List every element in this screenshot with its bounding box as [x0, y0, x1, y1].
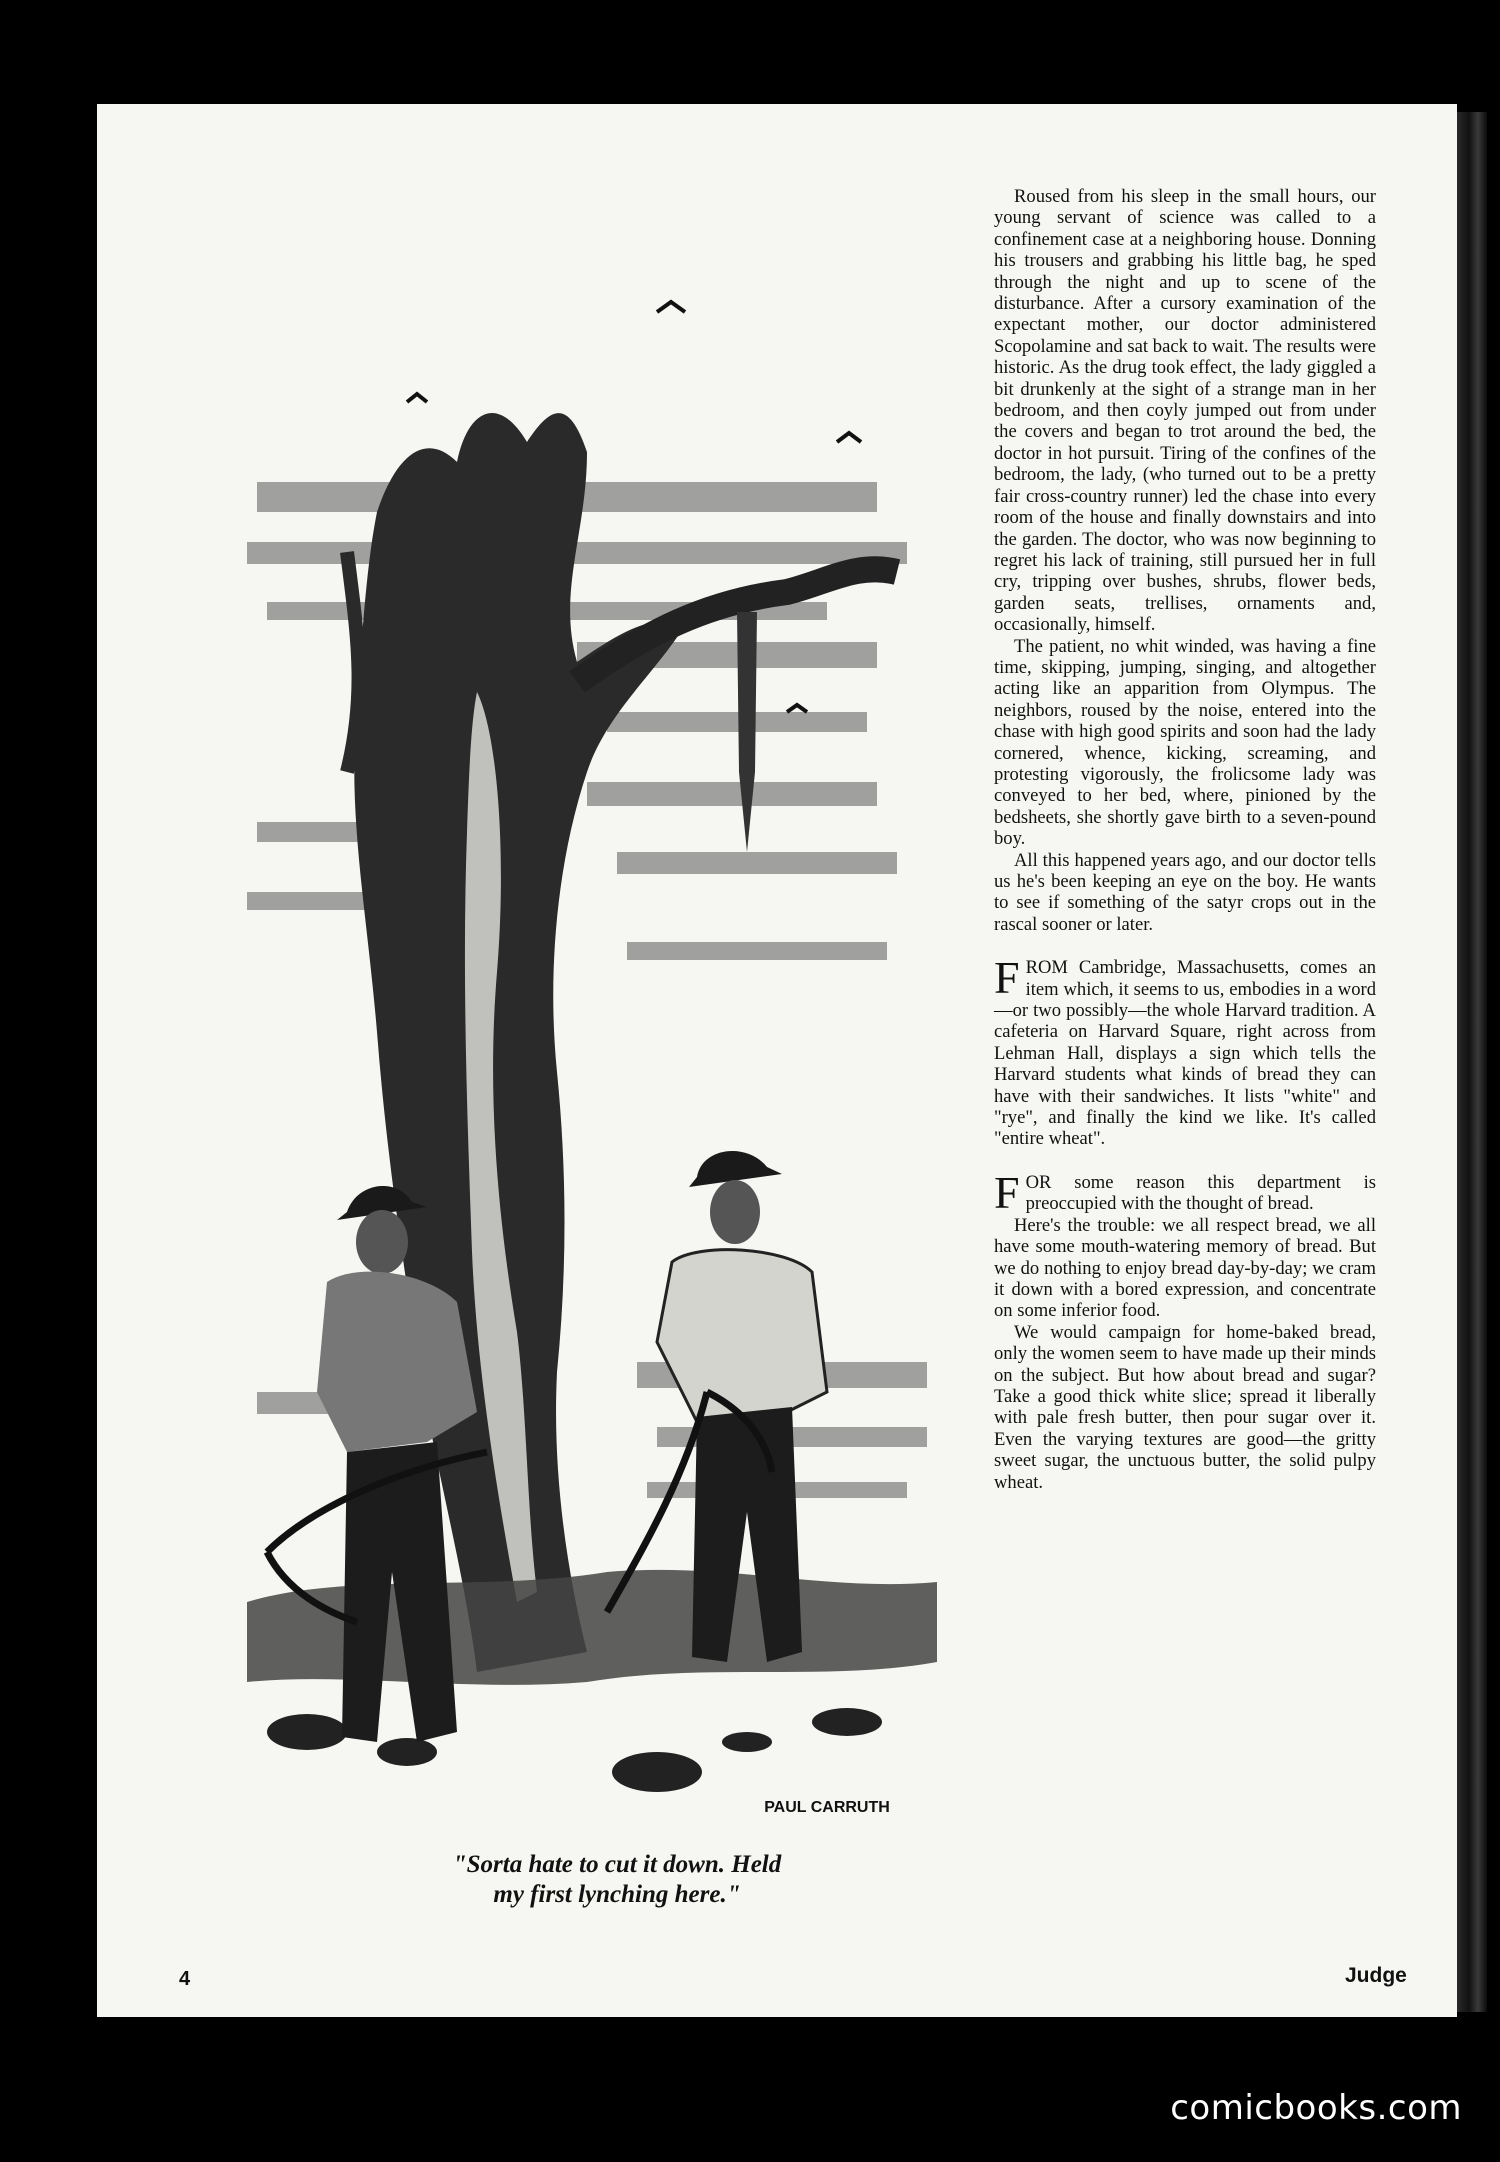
caption-line-1: "Sorta hate to cut it down. Held — [452, 1851, 782, 1878]
left-man-shirt — [317, 1272, 477, 1452]
paragraph-text: OR some reason this department is preoccupied with the thought of bread. — [1025, 1171, 1376, 1215]
paragraph-text: ROM Cambridge, Massachusetts, comes an item which, it seems to us, embodies in a word—or two possibly—the whole Harvard tradition. A cafeteria on Harvard Square, right across from Lehman Hall, displays a sign which tells the Harvard students what kinds of bread they can have with their sandwiches. It lists "white" and "rye", and finally the kind we like. It's called "entire wheat". — [994, 957, 1376, 1150]
paragraph — [994, 1166, 1376, 1218]
paragraph: All this happened years ago, and our doctor tells us he's been keeping an eye on the boy. He wants to see if something of the satyr crops out in the rascal sooner or later. — [994, 849, 1376, 935]
left-man-pants — [342, 1442, 457, 1742]
magazine-name: Judge — [1345, 1964, 1407, 1987]
paragraph — [994, 952, 1376, 1150]
right-man-shirt — [657, 1250, 827, 1422]
page-number: 4 — [179, 1968, 191, 1990]
drop-cap: F — [994, 952, 1020, 1004]
broken-branch — [347, 552, 359, 772]
cartoon-caption — [337, 1850, 897, 1910]
facing-page-edge — [1457, 112, 1487, 2012]
magazine-page — [97, 104, 1457, 2017]
paragraph: Roused from his sleep in the small hours, our young servant of science was called to a confinement case at a neighboring house. Donning his trousers and grabbing his little bag, he sped through the night and up to scene of the disturbance. After a cursory examination of the expectant mother, our doctor administered Scopolamine and sat back to wait. The results were historic. As the drug took effect, the lady giggled a bit drunkenly at the sight of a strange man in her bedroom, and then coyly jumped out from under the covers and began to trot around the bed, the doctor in hot pursuit. Tiring of the confines of the bedroom, the lady, (who turned out to be a pretty fair cross-country runner) led the chase into every room of the house and finally downstairs and into the garden. The doctor, who was now beginning to regret his lack of training, still pursued her in full cry, tripping over bushes, shrubs, flower beds, garden seats, trellises, ornaments and, occasionally, himself. — [994, 186, 1376, 636]
cartoon-illustration — [227, 212, 947, 1852]
paragraph: Here's the trouble: we all respect bread, we all have some mouth-watering memory of bread. But we do nothing to enjoy bread day-by-day; we cram it down with a bored expression, and concentrate on some inferior food. — [994, 1214, 1376, 1322]
left-man-head — [356, 1210, 408, 1274]
artist-signature: PAUL CARRUTH — [764, 1799, 890, 1816]
paragraph: The patient, no whit winded, was having a fine time, skipping, jumping, singing, and altogether acting like an apparition from Olympus. The neighbors, roused by the noise, entered into the chase with high good spirits and soon had the lady cornered, whence, kicking, screaming, and protesting vigorously, the frolicsome lady was conveyed to her bed, where, pinioned by the bedsheets, she shortly gave birth to a seven-pound boy. — [994, 635, 1376, 850]
drop-cap: F — [994, 1166, 1020, 1218]
watermark: comicbooks.com — [1170, 2088, 1462, 2128]
hanging-moss — [737, 612, 757, 852]
section-bread — [994, 1166, 1376, 1493]
right-man-head — [710, 1180, 760, 1244]
paragraph: We would campaign for home-baked bread, only the women seem to have made up their minds on the subject. But how about bread and sugar? Take a good thick white slice; spread it liberally with pale fresh butter, then pour sugar over it. Even the varying textures are good—the gritty sweet sugar, the unctuous butter, the solid pulpy wheat. — [994, 1321, 1376, 1493]
section-harvard — [994, 952, 1376, 1150]
text-column — [994, 186, 1376, 1493]
caption-line-2: my first lynching here." — [493, 1881, 741, 1908]
